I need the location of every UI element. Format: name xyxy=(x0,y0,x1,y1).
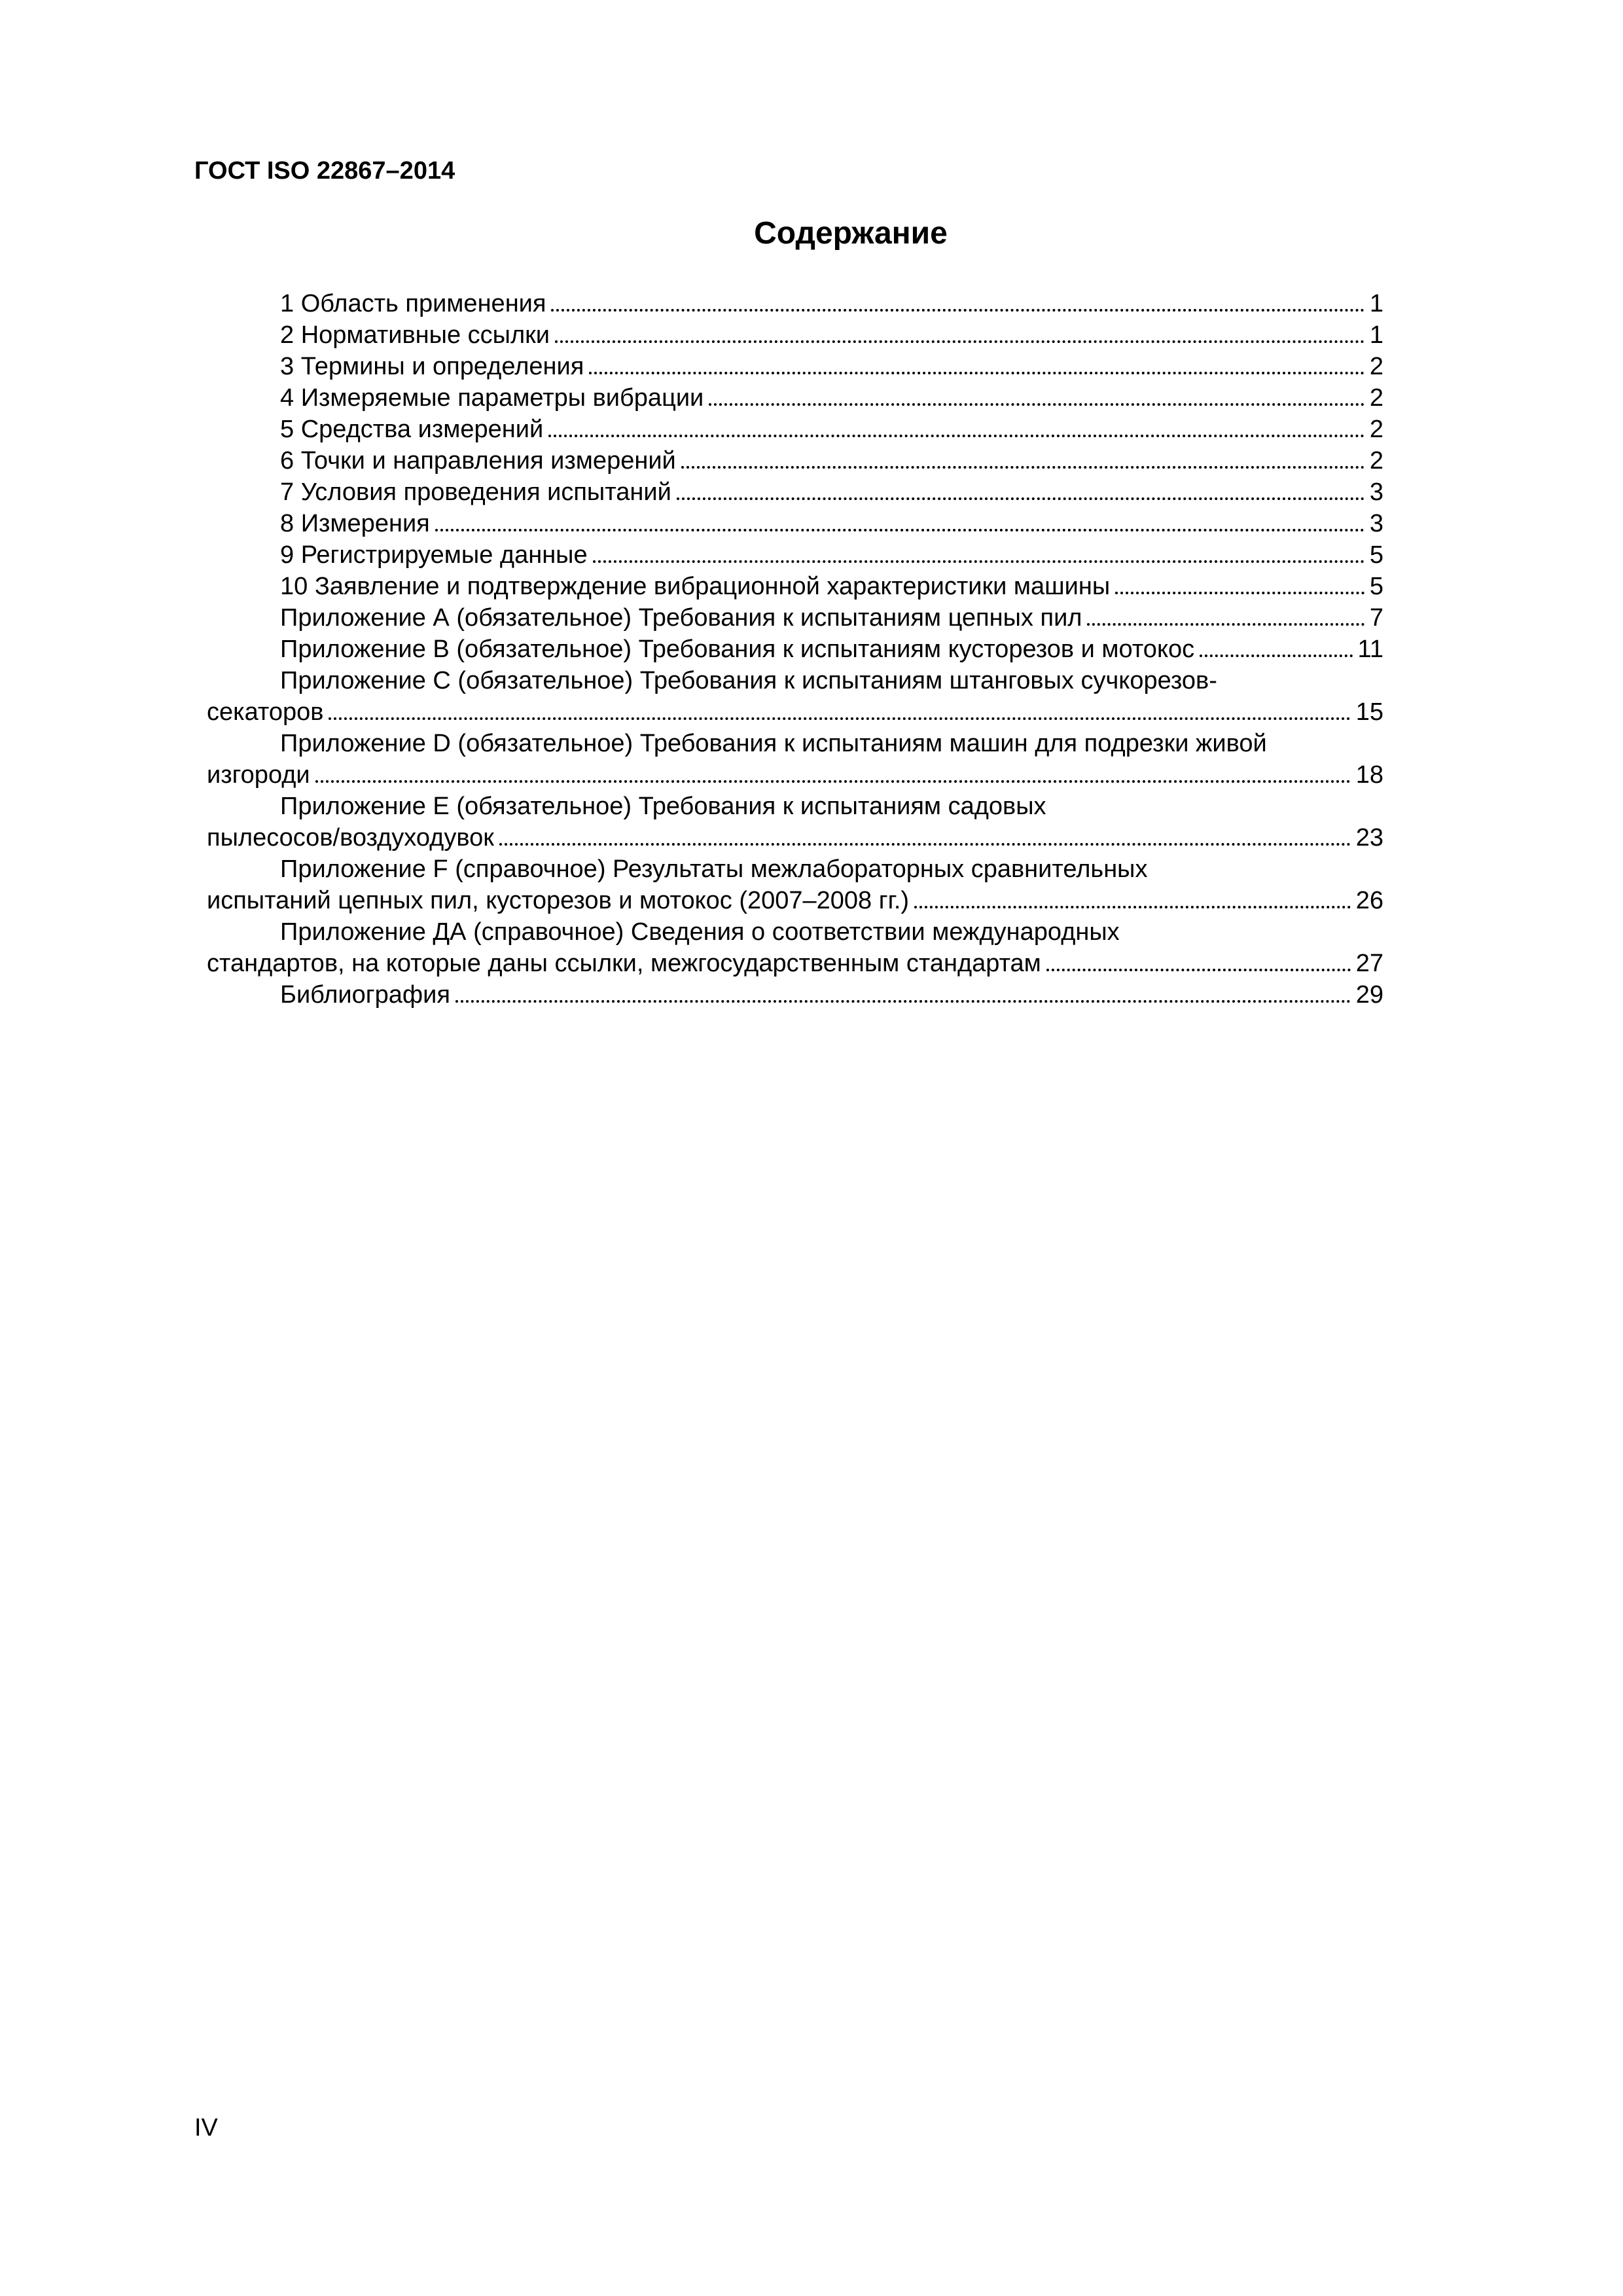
toc-entry-title: Приложение F (справочное) Результаты межлабораторных сравнительных xyxy=(280,855,1148,883)
toc-entry-continuation[interactable] xyxy=(207,822,1383,853)
toc-entry-continuation[interactable] xyxy=(207,885,1383,916)
toc-page-number: 5 xyxy=(1369,541,1383,569)
toc-page-number: 2 xyxy=(1369,447,1383,475)
toc-entry[interactable] xyxy=(207,476,1383,508)
toc-entry-continuation[interactable] xyxy=(207,948,1383,979)
toc-page-number: 2 xyxy=(1369,416,1383,443)
document-code: ГОСТ ISO 22867–2014 xyxy=(194,157,455,185)
toc-entry-title: 9 Регистрируемые данные xyxy=(280,541,588,569)
toc-entry-title-continued: пылесосов/воздуходувок xyxy=(207,824,494,852)
toc-page-number: 29 xyxy=(1355,981,1383,1009)
toc-entry-title: Приложение ДА (справочное) Сведения о соответствии международных xyxy=(280,918,1120,946)
toc-entry-title: 8 Измерения xyxy=(280,510,430,537)
toc-entry[interactable] xyxy=(207,728,1383,759)
toc-entry-title-continued: испытаний цепных пил, кусторезов и мотокос (2007–2008 гг.) xyxy=(207,887,910,914)
toc-entry[interactable] xyxy=(207,508,1383,539)
toc-dot-leader xyxy=(1200,655,1353,657)
toc-entry-title: Приложение А (обязательное) Требования к испытаниям цепных пил xyxy=(280,604,1082,632)
page-number: IV xyxy=(194,2114,218,2142)
toc-dot-leader xyxy=(455,1000,1351,1003)
toc-dot-leader xyxy=(589,372,1364,374)
toc-dot-leader xyxy=(677,497,1364,500)
toc-page-number: 3 xyxy=(1369,478,1383,506)
toc-page-number: 1 xyxy=(1369,290,1383,317)
toc-entry-title-continued: стандартов, на которые даны ссылки, межгосударственным стандартам xyxy=(207,950,1041,977)
toc-dot-leader xyxy=(499,843,1351,846)
toc-entry[interactable] xyxy=(207,382,1383,414)
toc-entry[interactable] xyxy=(207,602,1383,634)
toc-entry[interactable] xyxy=(207,634,1383,665)
toc-entry[interactable] xyxy=(207,445,1383,476)
toc-entry-title: 1 Область применения xyxy=(280,290,546,317)
toc-entry-title-continued: изгороди xyxy=(207,761,310,789)
toc-entry[interactable] xyxy=(207,791,1383,822)
toc-page-number: 26 xyxy=(1355,887,1383,914)
toc-entry[interactable] xyxy=(207,571,1383,602)
toc-dot-leader xyxy=(709,403,1364,406)
toc-page-number: 2 xyxy=(1369,353,1383,380)
toc-page-number: 18 xyxy=(1355,761,1383,789)
toc-page-number: 15 xyxy=(1355,698,1383,726)
toc-entry[interactable] xyxy=(207,288,1383,319)
toc-page-number: 1 xyxy=(1369,321,1383,349)
toc-entry-title: Приложение В (обязательное) Требования к испытаниям кусторезов и мотокос xyxy=(280,636,1195,663)
toc-entry-title: 6 Точки и направления измерений xyxy=(280,447,676,475)
toc-entry-title: 2 Нормативные ссылки xyxy=(280,321,550,349)
toc-title: Содержание xyxy=(754,216,948,251)
toc-entry[interactable] xyxy=(207,539,1383,571)
toc-dot-leader xyxy=(1087,623,1364,626)
toc-entry[interactable] xyxy=(207,414,1383,445)
toc-entry[interactable] xyxy=(207,319,1383,351)
toc-entry[interactable] xyxy=(207,665,1383,696)
toc-dot-leader xyxy=(681,466,1364,469)
toc-page-number: 23 xyxy=(1355,824,1383,852)
toc-page-number: 3 xyxy=(1369,510,1383,537)
toc-dot-leader xyxy=(435,529,1364,531)
toc-entry[interactable] xyxy=(207,979,1383,1011)
toc-dot-leader xyxy=(315,780,1351,783)
toc-page-number: 5 xyxy=(1369,573,1383,600)
toc-entry[interactable] xyxy=(207,916,1383,948)
table-of-contents xyxy=(207,288,1383,1011)
toc-entry-title: 5 Средства измерений xyxy=(280,416,544,443)
toc-entry-continuation[interactable] xyxy=(207,696,1383,728)
toc-dot-leader xyxy=(593,560,1364,563)
toc-entry-title: 10 Заявление и подтверждение вибрационной характеристики машины xyxy=(280,573,1111,600)
toc-entry-title: 4 Измеряемые параметры вибрации xyxy=(280,384,704,412)
toc-entry[interactable] xyxy=(207,853,1383,885)
toc-dot-leader xyxy=(1115,592,1364,594)
toc-page-number: 2 xyxy=(1369,384,1383,412)
toc-entry-title: 7 Условия проведения испытаний xyxy=(280,478,671,506)
toc-page-number: 11 xyxy=(1357,636,1383,663)
toc-entry[interactable] xyxy=(207,351,1383,382)
toc-entry-title: 3 Термины и определения xyxy=(280,353,584,380)
toc-dot-leader xyxy=(551,309,1364,312)
toc-entry-title: Библиография xyxy=(280,981,450,1009)
toc-entry-title: Приложение Е (обязательное) Требования к испытаниям садовых xyxy=(280,793,1046,820)
toc-dot-leader xyxy=(1046,969,1351,971)
toc-dot-leader xyxy=(548,435,1364,437)
toc-page-number: 7 xyxy=(1369,604,1383,632)
toc-entry-title: Приложение С (обязательное) Требования к испытаниям штанговых сучкорезов- xyxy=(280,667,1217,694)
toc-entry-title-continued: секаторов xyxy=(207,698,324,726)
toc-dot-leader xyxy=(914,906,1351,908)
toc-page-number: 27 xyxy=(1355,950,1383,977)
toc-dot-leader xyxy=(555,340,1364,343)
toc-entry-continuation[interactable] xyxy=(207,759,1383,791)
toc-entry-title: Приложение D (обязательное) Требования к испытаниям машин для подрезки живой xyxy=(280,730,1267,757)
toc-dot-leader xyxy=(329,717,1351,720)
